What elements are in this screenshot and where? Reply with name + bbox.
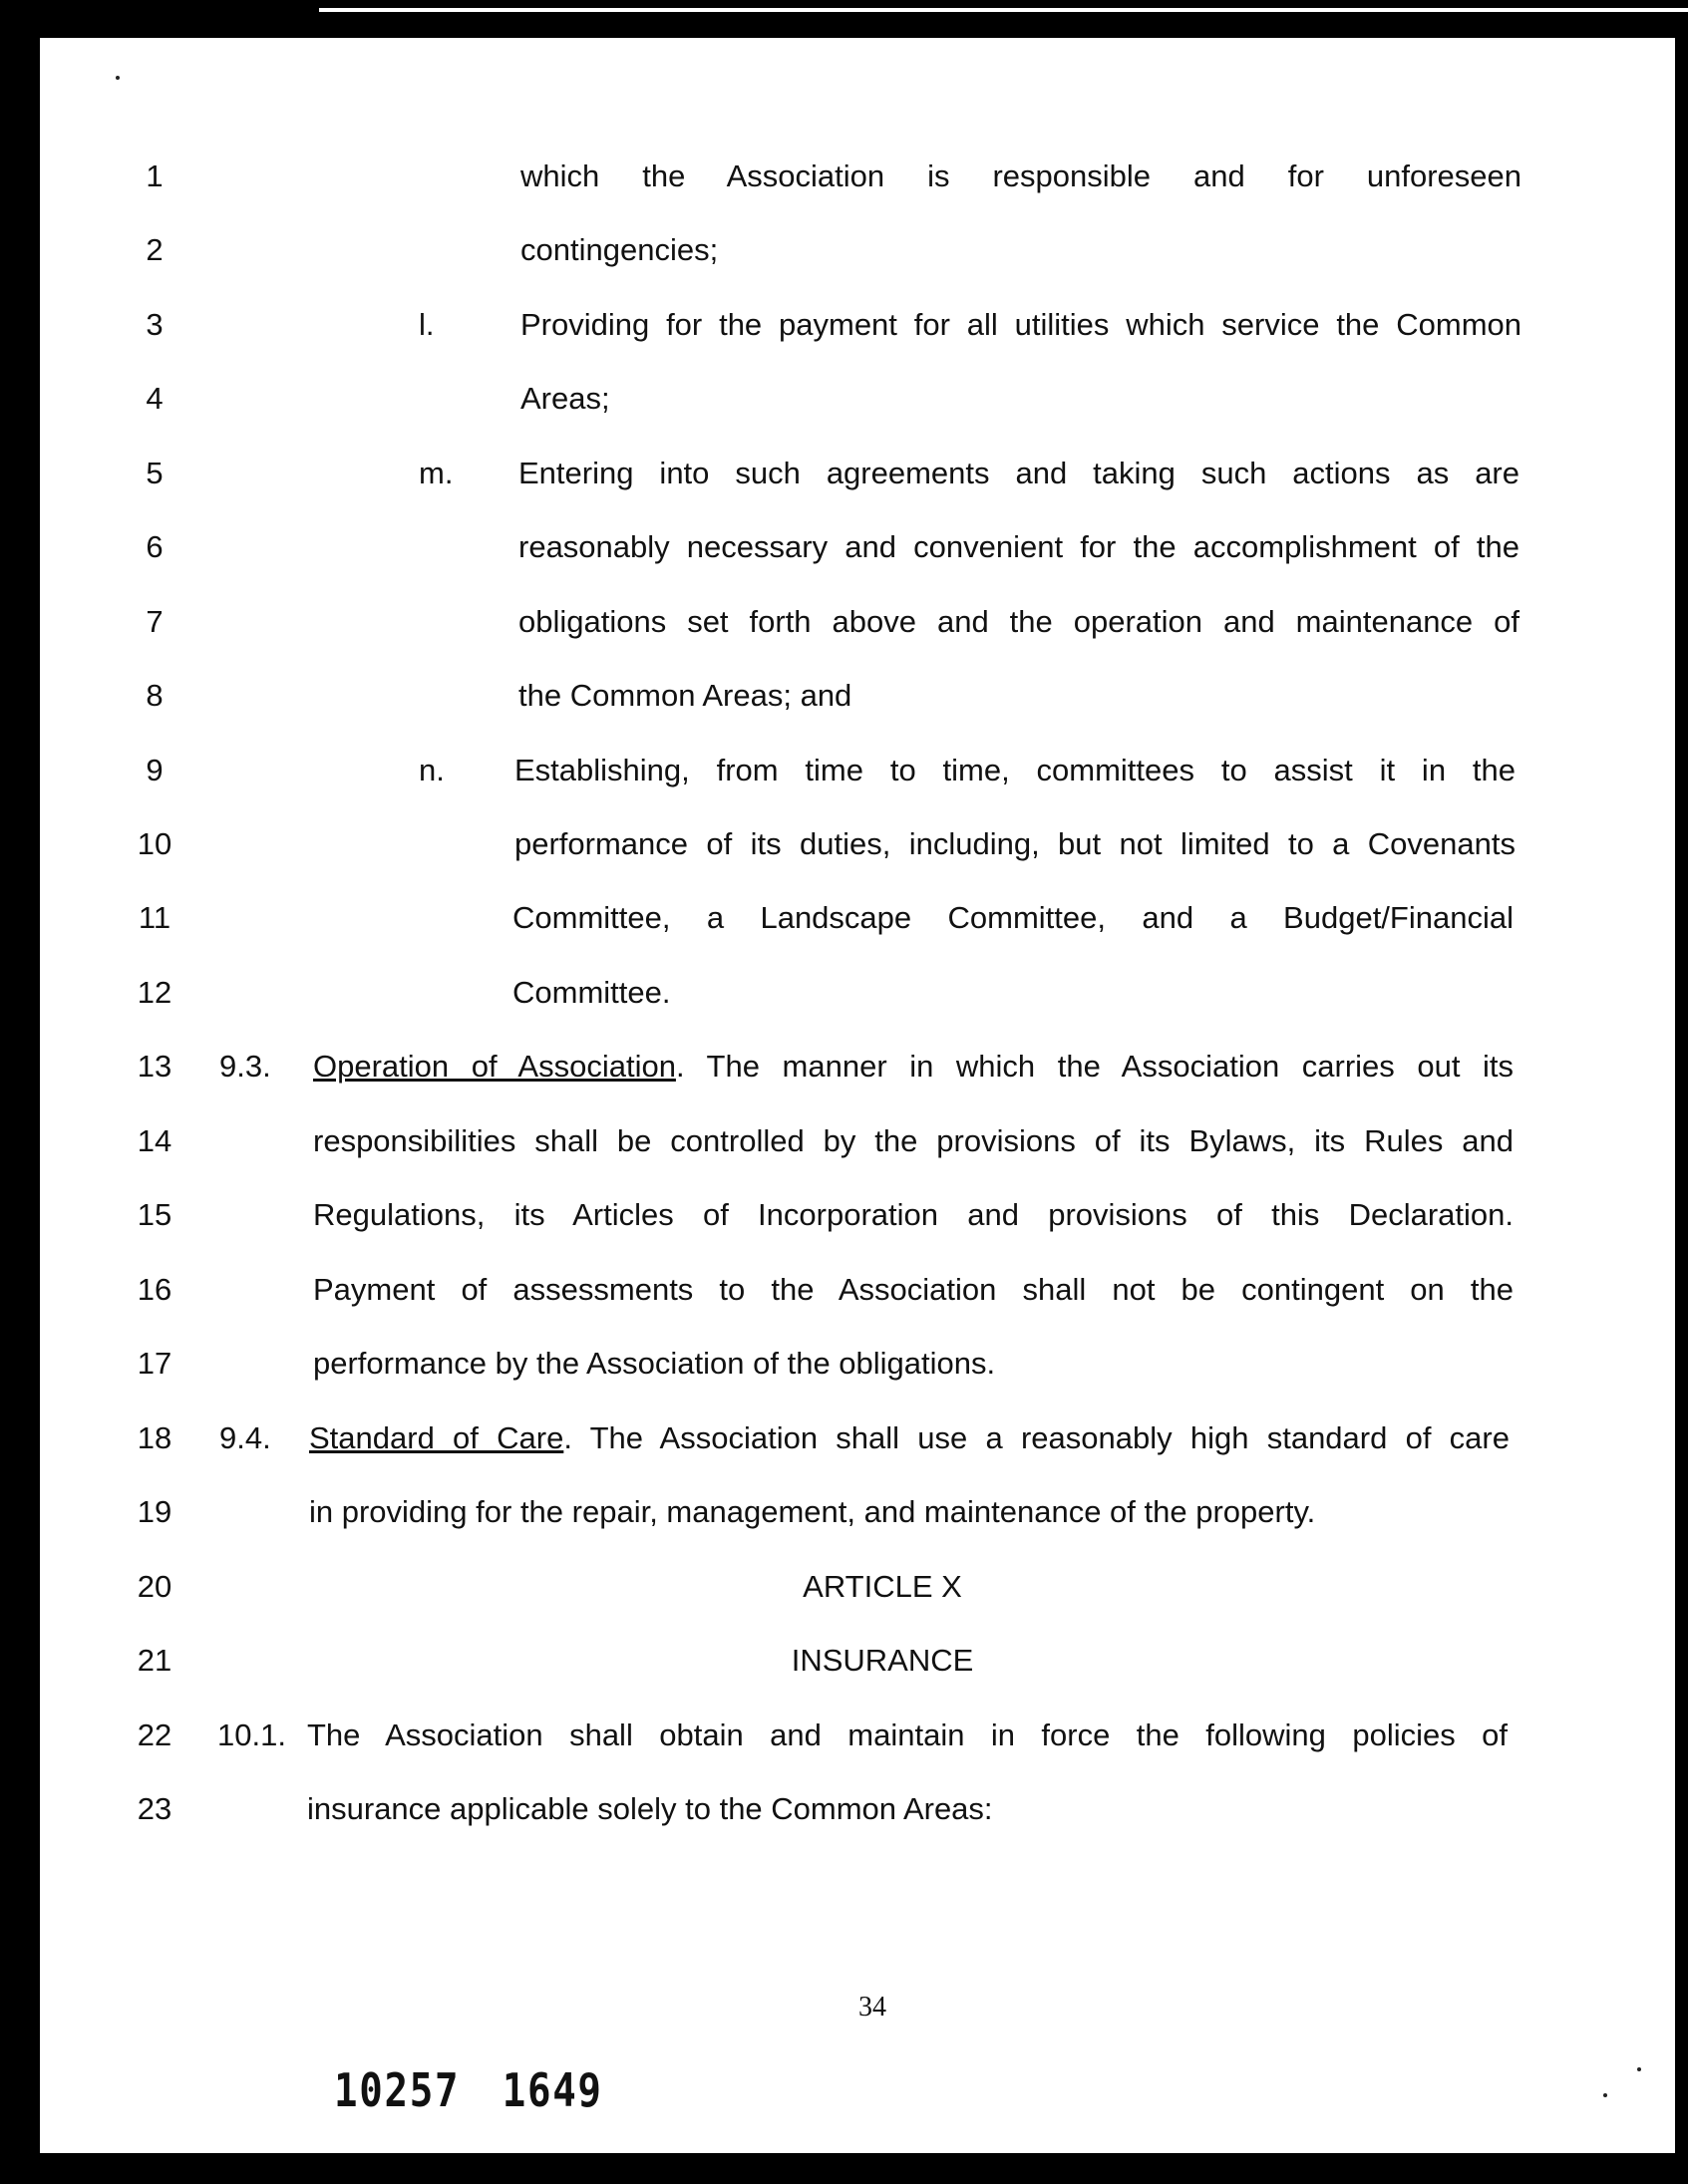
stamp-book: 10257 [334, 2063, 461, 2117]
section-heading: Operation of Association [313, 1049, 676, 1084]
list-item-text: Areas; [520, 381, 610, 416]
section-first-line [313, 1037, 1514, 1096]
list-item-text: the Common Areas; and [518, 678, 852, 713]
list-marker: l. [419, 307, 435, 342]
line-number: 5 [146, 456, 164, 490]
line-number: 12 [137, 975, 172, 1010]
article-title: INSURANCE [791, 1643, 974, 1678]
line-number: 2 [146, 232, 164, 267]
scan-speck [1603, 2093, 1607, 2097]
list-item-text: which the Association is responsible and for unforeseen [520, 158, 1521, 193]
line-number: 9 [146, 753, 164, 787]
line-number: 3 [146, 307, 164, 342]
section-text: insurance applicable solely to the Common Areas: [307, 1791, 993, 1826]
list-item-text: performance of its duties, including, but not limited to a Covenants [514, 826, 1516, 861]
list-item-text: Providing for the payment for all utilities which service the Common [520, 307, 1521, 342]
line-number: 18 [137, 1420, 172, 1455]
section-text: . The Association shall use a reasonably high standard of care [563, 1420, 1510, 1455]
section-number: 10.1. [217, 1717, 286, 1752]
list-item-text: reasonably necessary and convenient for the accomplishment of the [518, 529, 1519, 564]
line-8 [40, 666, 1675, 726]
line-number: 22 [137, 1717, 172, 1752]
line-number: 4 [146, 381, 164, 416]
section-text: performance by the Association of the obligations. [313, 1346, 996, 1381]
scan-speck [1637, 2067, 1641, 2071]
section-text: Payment of assessments to the Association shall not be contingent on the [313, 1272, 1514, 1307]
line-number: 1 [146, 158, 164, 193]
top-rule [319, 8, 1688, 12]
line-4 [40, 369, 1675, 429]
list-marker: n. [419, 753, 445, 787]
article-number: ARTICLE X [803, 1569, 962, 1604]
section-number: 9.4. [219, 1420, 271, 1455]
section-text: responsibilities shall be controlled by the provisions of its Bylaws, its Rules and [313, 1123, 1514, 1158]
list-item-text: Committee. [512, 975, 671, 1010]
line-number: 13 [137, 1049, 172, 1084]
list-item-text: Entering into such agreements and taking such actions as are [518, 456, 1519, 490]
section-text: Regulations, its Articles of Incorporation and provisions of this Declaration. [313, 1197, 1514, 1232]
line-number: 16 [137, 1272, 172, 1307]
list-marker: m. [419, 456, 454, 490]
section-text: The Association shall obtain and maintain in force the following policies of [307, 1717, 1508, 1752]
line-number: 10 [137, 826, 172, 861]
section-text: in providing for the repair, management, and maintenance of the property. [309, 1494, 1316, 1529]
line-number: 19 [137, 1494, 172, 1529]
line-number: 11 [138, 900, 171, 935]
stamp-page: 1649 [502, 2063, 603, 2117]
line-number: 20 [137, 1569, 172, 1604]
line-number: 17 [137, 1346, 172, 1381]
line-number: 21 [137, 1643, 172, 1678]
section-text: . The manner in which the Association carries out its [675, 1049, 1514, 1084]
section-number: 9.3. [219, 1049, 271, 1084]
line-12 [40, 963, 1675, 1023]
section-heading: Standard of Care [309, 1420, 564, 1455]
document-page [40, 38, 1675, 2153]
line-number: 6 [146, 529, 164, 564]
line-number: 8 [146, 678, 164, 713]
recording-stamp [334, 2063, 645, 2117]
list-item-text: Committee, a Landscape Committee, and a Budget/Financial [512, 900, 1514, 935]
page-number: 34 [858, 1992, 886, 2023]
scan-speck [116, 76, 120, 80]
list-item-text: obligations set forth above and the operation and maintenance of [518, 604, 1519, 639]
section-first-line [309, 1408, 1510, 1468]
list-item-text: Establishing, from time to time, committees to assist it in the [514, 753, 1516, 787]
line-number: 23 [137, 1791, 172, 1826]
line-number: 15 [137, 1197, 172, 1232]
line-number: 14 [137, 1123, 172, 1158]
line-number: 7 [146, 604, 164, 639]
line-2 [40, 220, 1675, 280]
list-item-text: contingencies; [520, 232, 719, 267]
